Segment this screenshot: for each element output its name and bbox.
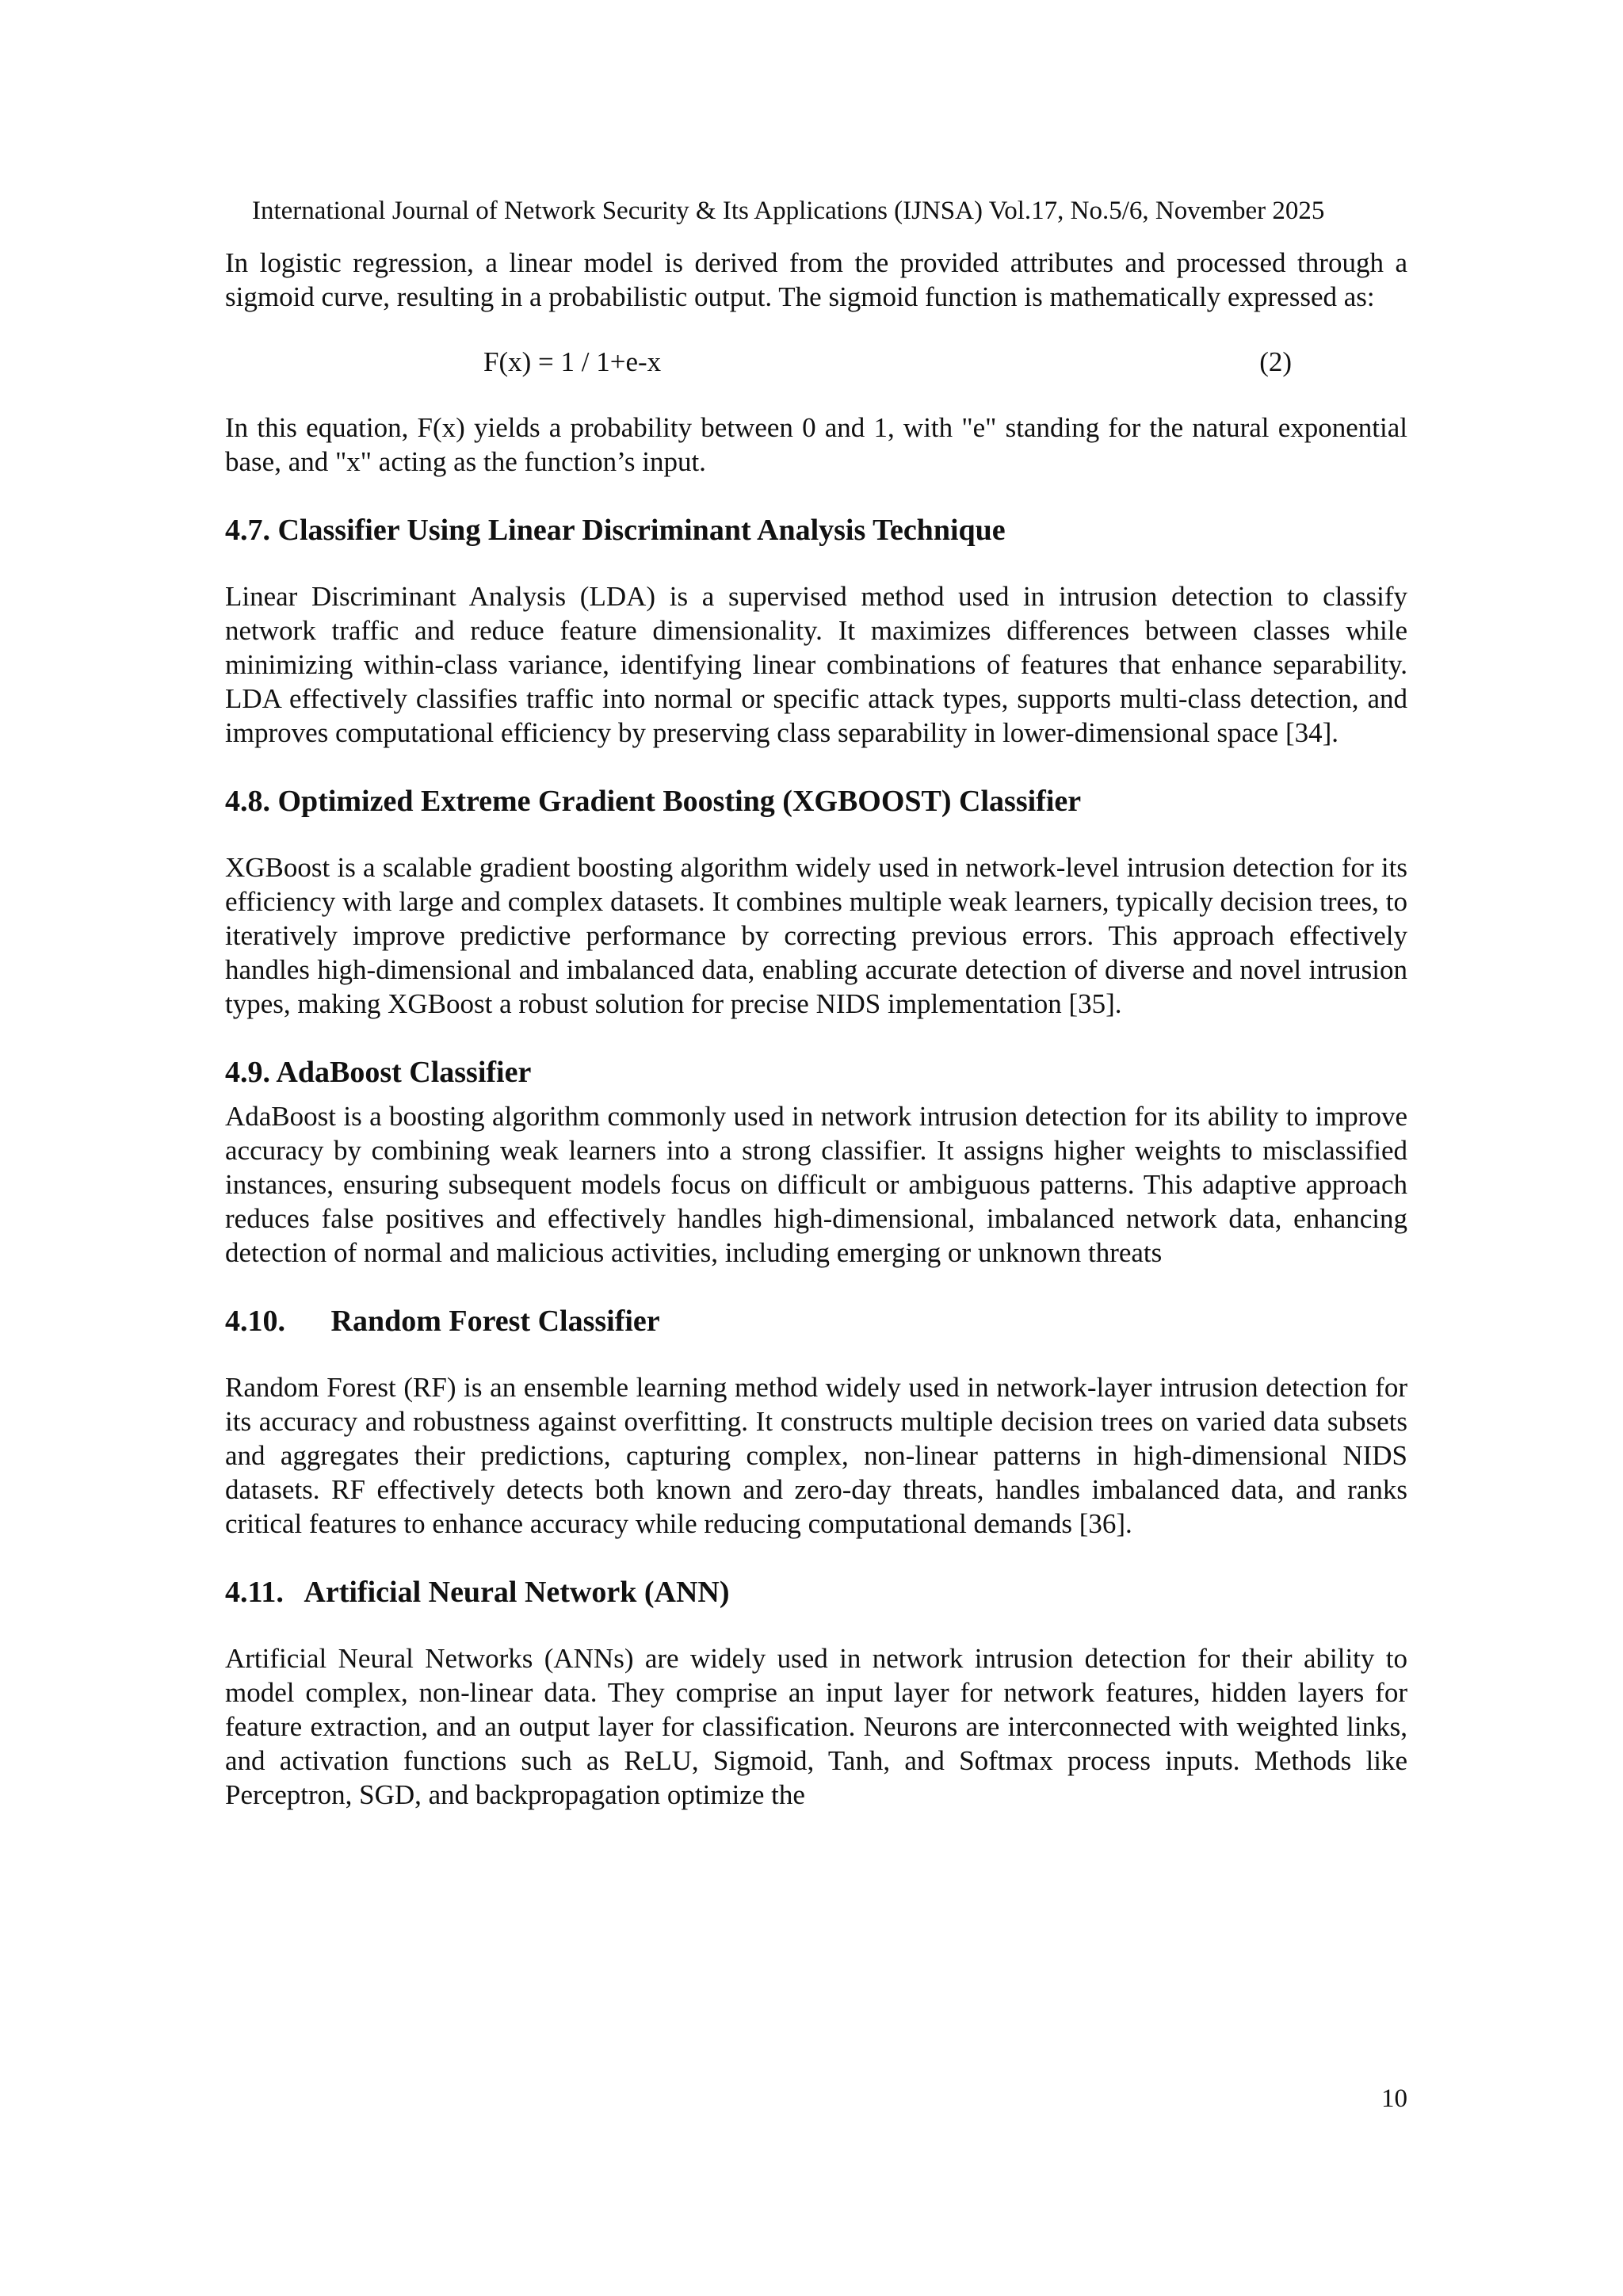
sigmoid-equation xyxy=(225,345,1407,379)
section-title: Optimized Extreme Gradient Boosting (XGBOOST) Classifier xyxy=(277,785,1082,818)
section-number: 4.11. xyxy=(225,1576,284,1609)
section-title: Artificial Neural Network (ANN) xyxy=(304,1576,730,1609)
section-heading-4-8 xyxy=(225,782,1407,820)
page-content xyxy=(225,246,1407,1812)
equation-expression: F(x) = 1 / 1+e-x xyxy=(483,346,662,377)
section-title: AdaBoost Classifier xyxy=(276,1056,532,1089)
equation-explanation: In this equation, F(x) yields a probability between 0 and 1, with "e" standing for the natural exponential base, and "x" acting as the function’s input. xyxy=(225,412,1407,477)
section-heading-4-9 xyxy=(225,1053,1407,1091)
section-paragraph-adaboost: AdaBoost is a boosting algorithm commonly used in network intrusion detection for its ability to improve accuracy by combining weak learners into a strong classifier. It assigns higher weights to misclassified instances, ensuring subsequent models focus on difficult or ambiguous patterns. This adaptive approach reduces false positives and effectively handles high-dimensional, imbalanced network data, enhancing detection of normal and malicious activities, including emerging or unknown threats xyxy=(225,1101,1407,1268)
section-title: Random Forest Classifier xyxy=(330,1305,660,1338)
section-heading-4-11 xyxy=(225,1573,1407,1611)
section-number: 4.8. xyxy=(225,785,270,818)
section-paragraph-ann: Artificial Neural Networks (ANNs) are widely used in network intrusion detection for their ability to model complex, non-linear data. They comprise an input layer for network features, hidden layers for feature extraction, and an output layer for classification. Neurons are interconnected with weighted links, and activation functions such as ReLU, Sigmoid, Tanh, and Softmax process inputs. Methods like Perceptron, SGD, and backpropagation optimize the xyxy=(225,1643,1407,1810)
section-paragraph-lda: Linear Discriminant Analysis (LDA) is a supervised method used in intrusion detection to classify network traffic and reduce feature dimensionality. It maximizes differences between classes while minimizing within-class variance, identifying linear combinations of features that enhance separability. LDA effectively classifies traffic into normal or specific attack types, supports multi-class detection, and improves computational efficiency by preserving class separability in lower-dimensional space [34]. xyxy=(225,581,1407,748)
section-paragraph-random-forest: Random Forest (RF) is an ensemble learning method widely used in network-layer intrusion detection for its accuracy and robustness against overfitting. It constructs multiple decision trees on varied data subsets and aggregates their predictions, capturing complex, non-linear patterns in high-dimensional NIDS datasets. RF effectively detects both known and zero-day threats, handles imbalanced data, and ranks critical features to enhance accuracy while reducing computational demands [36]. xyxy=(225,1372,1407,1539)
page-number: 10 xyxy=(1381,2084,1407,2113)
section-heading-4-7 xyxy=(225,511,1407,549)
section-paragraph-xgboost: XGBoost is a scalable gradient boosting algorithm widely used in network-level intrusion detection for its efficiency with large and complex datasets. It combines multiple weak learners, typically decision trees, to iteratively improve predictive performance by correcting previous errors. This approach effectively handles high-dimensional and imbalanced data, enabling accurate detection of diverse and novel intrusion types, making XGBoost a robust solution for precise NIDS implementation [35]. xyxy=(225,852,1407,1019)
equation-number: (2) xyxy=(1259,346,1292,377)
section-number: 4.10. xyxy=(225,1305,285,1338)
running-header: International Journal of Network Security & Its Applications (IJNSA) Vol.17, No.5/6, November 2025 xyxy=(252,197,1325,225)
section-number: 4.7. xyxy=(225,514,270,547)
section-heading-4-10 xyxy=(225,1302,1407,1340)
intro-paragraph: In logistic regression, a linear model is derived from the provided attributes and processed through a sigmoid curve, resulting in a probabilistic output. The sigmoid function is mathematically expressed as: xyxy=(225,247,1407,312)
section-title: Classifier Using Linear Discriminant Analysis Technique xyxy=(277,514,1006,547)
section-number: 4.9. xyxy=(225,1056,270,1089)
